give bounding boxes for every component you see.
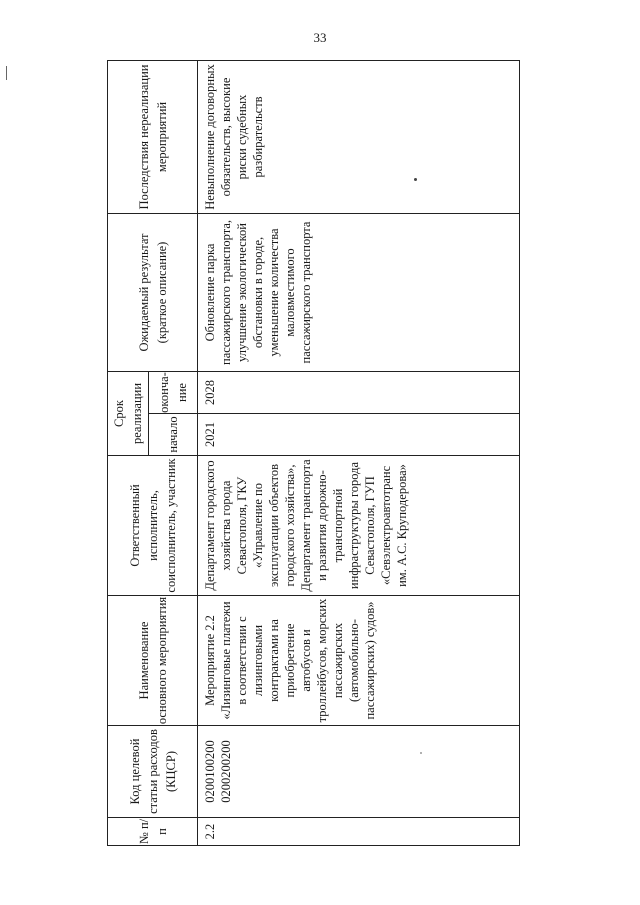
- cell-code: 0200100200 0200200200: [198, 726, 520, 818]
- header-responsible: Ответственный исполнитель, соисполнитель, участник: [108, 456, 198, 596]
- cell-start: 2021: [198, 414, 520, 456]
- header-end: оконча-ние: [149, 371, 198, 413]
- measures-table: [107, 61, 520, 846]
- header-code: Код целевой статьи расходов (КЦСР): [108, 726, 198, 818]
- cell-responsible: Департамент городского хозяйства города Севастополя, ГКУ «Управление по эксплуатации объектов городского хозяйства», Департамент транспорта и развития дорожно-транспортной инфраструктуры города Севастополя, ГУП «Севэлектроавтотранс им. А.С. Круподерова»: [198, 456, 520, 596]
- scan-edge-mark: [6, 66, 7, 80]
- table-row: [198, 60, 520, 845]
- cell-end: 2028: [198, 371, 520, 413]
- header-num: № п/п: [108, 818, 198, 846]
- cell-num: 2.2: [198, 818, 520, 846]
- cell-consequences: Невыполнение договорных обязательств, высокие риски судебных разбирательств: [198, 60, 520, 213]
- header-start: начало: [149, 414, 198, 456]
- cell-name: Мероприятие 2.2 «Лизинговые платежи в соответствии с лизинговыми контрактами на приобретение автобусов и троллейбусов, морских пассажирских (автомобильно-пассажирских) судов»: [198, 596, 520, 726]
- header-consequences: Последствия нереализации мероприятий: [108, 60, 198, 213]
- page-number: 33: [313, 30, 327, 45]
- header-name: Наименование основного мероприятия: [108, 596, 198, 726]
- cell-result: Обновление парка пассажирского транспорта, улучшение экологической обстановки в городе, уменьшение количества маловместимого пассажирского транспорта: [198, 213, 520, 371]
- header-term: Срок реализации: [108, 371, 149, 455]
- header-result: Ожидаемый результат (краткое описание): [108, 213, 198, 371]
